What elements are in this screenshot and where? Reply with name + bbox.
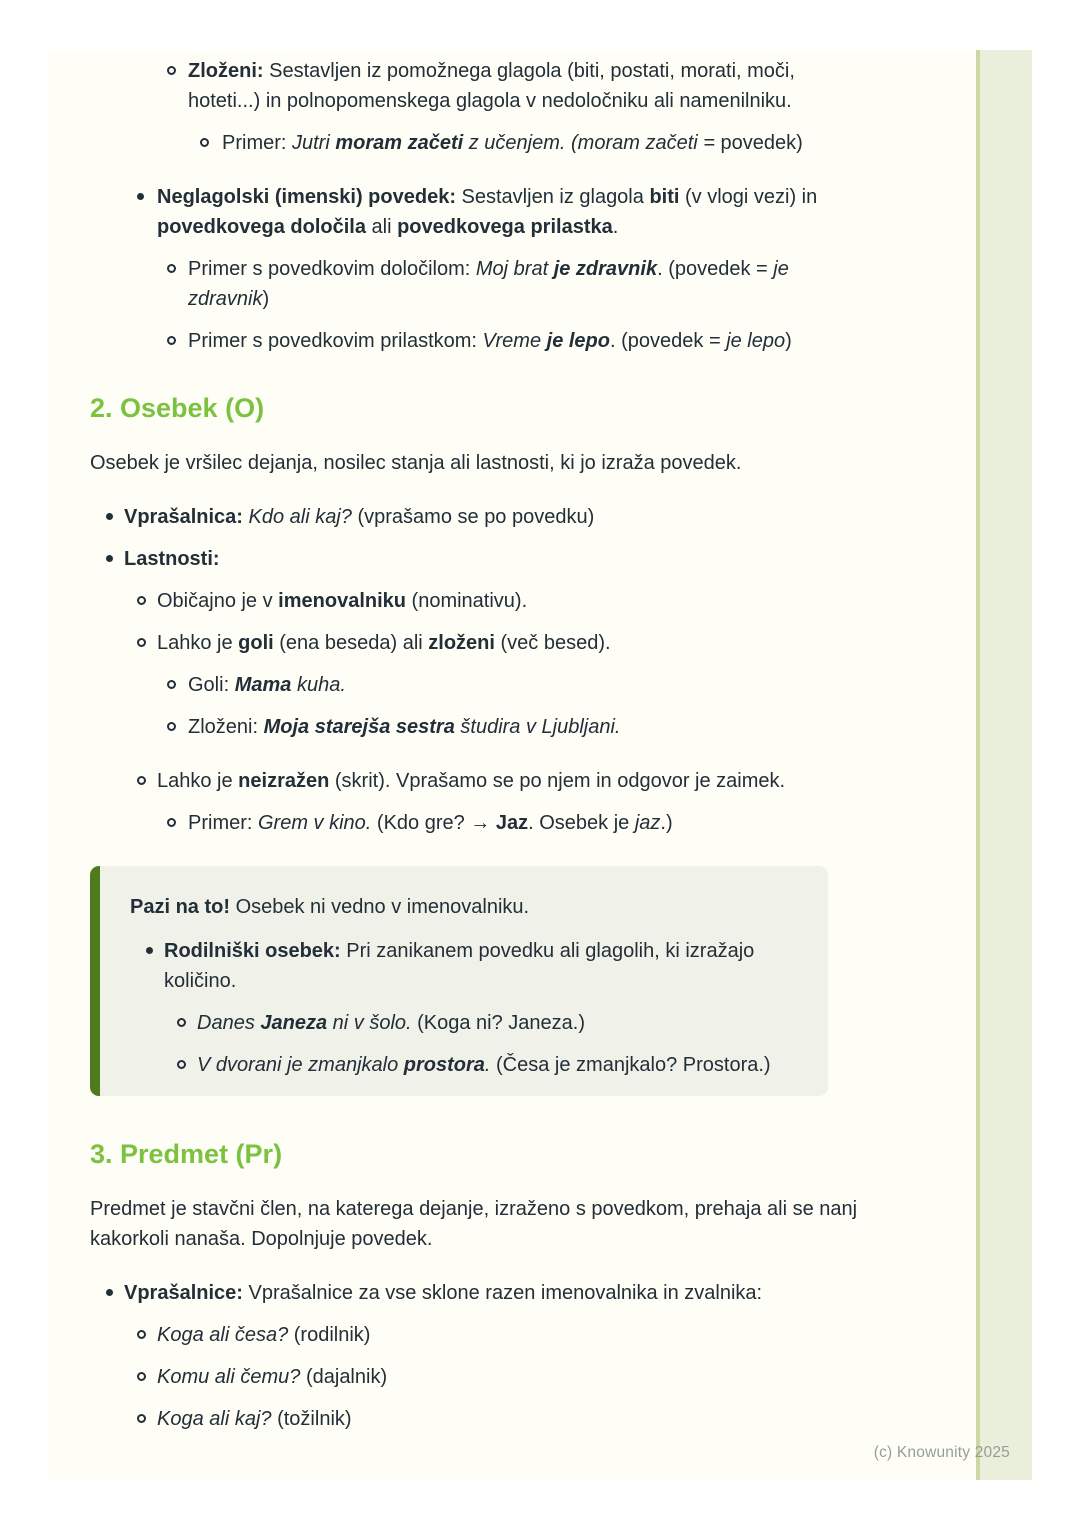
text-run: (dajalnik) — [300, 1366, 388, 1388]
list-item-rodilnik — [90, 1320, 858, 1350]
list-povedek-types — [90, 56, 858, 356]
text-run: Danes — [197, 1012, 261, 1034]
text-run: Kdo ali kaj? — [242, 506, 352, 528]
text-run: (skrit). Vprašamo se po njem in odgovor je zaimek. — [329, 770, 786, 792]
text-run: Primer: — [188, 812, 258, 834]
text-run: moram začeti — [335, 132, 464, 154]
text-run: študira v Ljubljani. — [454, 716, 621, 738]
list-item-tozilnik — [90, 1404, 858, 1434]
text-run: je lepo — [726, 330, 786, 352]
text-run: (tožilnik) — [271, 1408, 352, 1430]
document-page — [48, 50, 1032, 1480]
text-run: (Kdo gre? → — [371, 812, 496, 834]
callout-lead — [130, 892, 798, 922]
text-run: . — [484, 1054, 491, 1076]
list-item-lastnosti — [90, 544, 858, 574]
page-content — [90, 56, 858, 1434]
text-run: (Česa je zmanjkalo? Prostora.) — [490, 1054, 771, 1076]
section-heading-predmet: 3. Predmet (Pr) — [90, 1139, 283, 1169]
text-run: povedkovega določila — [157, 216, 366, 238]
text-run: Zloženi: — [188, 716, 264, 738]
list-osebek-properties — [90, 502, 858, 838]
list-item-vprasalnica — [90, 502, 858, 532]
text-run: Zloženi: — [188, 60, 264, 82]
text-run: Vreme — [482, 330, 547, 352]
list-item-goli-zlozeni — [90, 628, 858, 658]
text-run: Lahko je — [157, 770, 239, 792]
text-run: Koga ali česa? — [157, 1324, 289, 1346]
text-run: Jutri — [292, 132, 336, 154]
text-run: ) — [262, 288, 270, 310]
text-run: neizražen — [238, 770, 330, 792]
list-item-primer-kino — [90, 808, 858, 838]
text-run: Primer: — [222, 132, 292, 154]
text-run: Komu ali čemu? — [157, 1366, 301, 1388]
text-run: Jaz — [495, 812, 529, 834]
text-run: Vprašalnica: — [124, 506, 243, 528]
copyright-watermark: (c) Knowunity 2025 — [873, 1444, 1010, 1461]
text-run: (moram začeti = — [565, 132, 715, 154]
text-run: Običajno je v — [157, 590, 279, 612]
text-run: . (povedek = — [610, 330, 727, 352]
text-run: Neglagolski (imenski) povedek: — [157, 186, 456, 208]
text-run: . — [612, 216, 619, 238]
callout-box-pazi-na-to — [90, 866, 828, 1096]
text-run: Janeza — [260, 1012, 328, 1034]
text-run: Vprašalnice za vse sklone razen imenovalnika in zvalnika: — [242, 1282, 763, 1304]
text-run: Primer s povedkovim določilom: — [188, 258, 476, 280]
text-run: jaz — [634, 812, 661, 834]
text-run: Mama — [234, 674, 292, 696]
list-item-goli-primer — [90, 670, 858, 700]
text-run: Pazi na to! — [130, 896, 231, 918]
text-run: Vprašalnice: — [124, 1282, 243, 1304]
list-callout — [130, 936, 798, 1080]
text-run: biti — [649, 186, 680, 208]
predmet-intro-paragraph: Predmet je stavčni člen, na katerega dejanje, izraženo s povedkom, prehaja ali se nanj kakorkoli nanaša. Dopolnjuje povedek. — [90, 1198, 858, 1250]
text-run: Goli: — [188, 674, 235, 696]
text-run: ) — [785, 330, 792, 352]
text-run: (nominativu). — [405, 590, 528, 612]
list-item-zlozeni-povedek — [90, 56, 858, 116]
list-item-zlozeni-primer-2 — [90, 712, 858, 742]
text-run: zloženi — [428, 632, 495, 654]
section-heading-osebek: 2. Osebek (O) — [90, 393, 265, 423]
text-run: (vprašamo se po povedku) — [351, 506, 595, 528]
list-item-danes-janeza — [130, 1008, 798, 1038]
text-run: Osebek ni vedno v imenovalniku. — [230, 896, 530, 918]
text-run: Moja starejša sestra — [263, 716, 455, 738]
list-item-rodilniski-osebek — [130, 936, 798, 996]
list-item-primer-prilastek — [90, 326, 858, 356]
text-run: Primer s povedkovim prilastkom: — [188, 330, 483, 352]
text-run: Lastnosti: — [124, 548, 220, 570]
text-run: Sestavljen iz glagola — [455, 186, 650, 208]
list-item-primer-dolocilo — [90, 254, 858, 314]
text-run: Pri zanikanem povedku ali glagolih, ki izražajo količino. — [164, 940, 755, 992]
text-run: .) — [660, 812, 673, 834]
text-run: Sestavljen iz pomožnega glagola (biti, postati, morati, moči, hoteti...) in polnopomenskega glagola v nedoločniku ali namenilniku. — [188, 60, 795, 112]
text-run: z učenjem. — [463, 132, 566, 154]
text-run: Moj brat — [475, 258, 554, 280]
text-run: Lahko je — [157, 632, 239, 654]
list-item-neglagolski-povedek — [90, 182, 858, 242]
text-run: (ena beseda) ali — [273, 632, 429, 654]
osebek-intro-paragraph: Osebek je vršilec dejanja, nosilec stanja ali lastnosti, ki jo izraža povedek. — [90, 452, 742, 474]
list-item-v-dvorani — [130, 1050, 798, 1080]
text-run: prostora — [403, 1054, 485, 1076]
text-run: Rodilniški osebek: — [164, 940, 341, 962]
text-run: Koga ali kaj? — [157, 1408, 272, 1430]
text-run: . Osebek je — [528, 812, 635, 834]
text-run: je zdravnik — [553, 258, 658, 280]
list-predmet-vprasalnice — [90, 1278, 858, 1434]
text-run: povedek) — [714, 132, 803, 154]
list-item-dajalnik — [90, 1362, 858, 1392]
text-run: goli — [238, 632, 274, 654]
text-run: (Koga ni? Janeza.) — [411, 1012, 586, 1034]
text-run: imenovalniku — [278, 590, 406, 612]
list-item-neizrazen — [90, 766, 858, 796]
text-run: (rodilnik) — [288, 1324, 371, 1346]
list-item-vprasalnice — [90, 1278, 858, 1308]
text-run: je lepo — [546, 330, 610, 352]
text-run: je zdravnik — [188, 258, 789, 310]
text-run: kuha. — [291, 674, 346, 696]
list-item-zlozeni-primer — [90, 128, 858, 158]
text-run: (več besed). — [494, 632, 611, 654]
text-run: ali — [365, 216, 398, 238]
page-accent-stripe — [976, 50, 1032, 1480]
text-run: ni v šolo. — [327, 1012, 412, 1034]
text-run: V dvorani je zmanjkalo — [197, 1054, 404, 1076]
text-run: Grem v kino. — [258, 812, 372, 834]
text-run: povedkovega prilastka — [397, 216, 613, 238]
list-item-obicajno — [90, 586, 858, 616]
text-run: (v vlogi vezi) in — [679, 186, 818, 208]
text-run: . (povedek = — [657, 258, 774, 280]
